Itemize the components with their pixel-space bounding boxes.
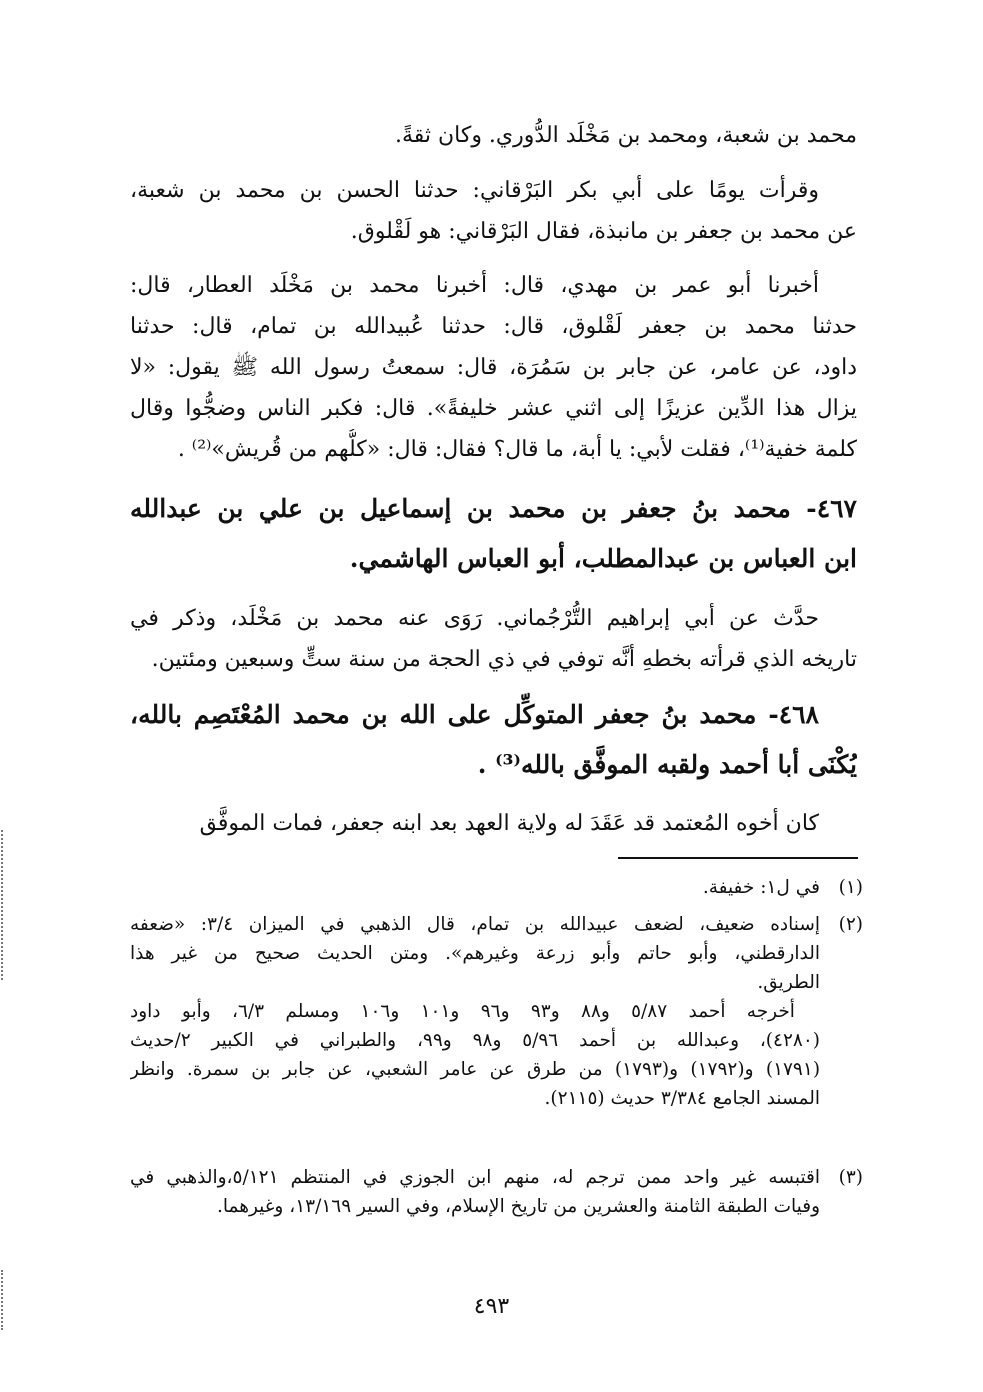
text-line: داود، عن عامر، عن جابر بن سَمُرَة، قال: سمعتُ رسول الله ﷺ يقول: «لا <box>130 355 857 380</box>
text-line: حدثنا محمد بن جعفر لَقْلوق، قال: حدثنا عُبيدالله بن تمام، قال: حدثنا <box>130 314 857 339</box>
text-line: وقرأت يومًا على أبي بكر البَرْقاني: حدثنا الحسن بن محمد بن شعبة، <box>130 178 819 203</box>
footnote-line: (٤٢٨٠)، وعبدالله بن أحمد ٥/٩٦ و٩٨ و٩٩، والطبراني في الكبير ٢/حديث <box>130 1030 820 1051</box>
footnote-1 <box>130 873 820 902</box>
footnote-line: الدارقطني، وأبو حاتم وأبو زرعة وغيرهم». ومتن الحديث صحيح من غير هذا <box>130 943 820 964</box>
text-line: يزال هذا الدِّين عزيزًا إلى اثني عشر خليفةً». قال: فكبر الناس وضجُّوا وقال <box>130 396 857 421</box>
entry-468-text <box>130 803 857 844</box>
entry-467-text <box>130 598 857 680</box>
entry-468-heading <box>130 690 857 790</box>
scan-edge-mark <box>1 1270 5 1330</box>
text-line: محمد بن شعبة، ومحمد بن مَخْلَد الدُّوري. وكان ثقةً. <box>394 123 857 148</box>
text-line: أخبرنا أبو عمر بن مهدي، قال: أخبرنا محمد بن مَخْلَد العطار، قال: <box>130 273 819 298</box>
text-line: تاريخه الذي قرأته بخطهِ أنَّه توفي في ذي الحجة من سنة ستٍّ وسبعين ومئتين. <box>151 647 857 672</box>
footnote-line: اقتبسه غير واحد ممن ترجم له، منهم ابن الجوزي في المنتظم ٥/١٢١،والذهبي في <box>130 1167 820 1188</box>
footnote-line: إسناده ضعيف، لضعف عبيدالله بن تمام، قال الذهبي في الميزان ٣/٤: «ضعفه <box>130 914 820 935</box>
footnote-line: أخرجه أحمد ٥/٨٧ و٨٨ و٩٣ و٩٦ و١٠١ و١٠٦ ومسلم ٦/٣، وأبو داود <box>130 1001 795 1022</box>
footnote-line: (١٧٩١) و(١٧٩٢) و(١٧٩٣) من طرق عن عامر الشعبي، عن جابر بن سمرة. وانظر <box>130 1059 820 1080</box>
entry-467-heading <box>130 484 857 584</box>
footnote-line: المسند الجامع ٣/٣٨٤ حديث (٢١١٥). <box>544 1088 820 1109</box>
footnote-marker-2: (٢) <box>838 914 863 935</box>
footnote-line: وفيات الطبقة الثامنة والعشرين من تاريخ الإسلام، وفي السير ١٣/١٦٩، وغيرهما. <box>217 1196 820 1217</box>
footnote-line: الطريق. <box>757 972 820 993</box>
text-line: عن محمد بن جعفر بن مانبذة، فقال البَرْقاني: هو لَقْلوق. <box>350 219 857 244</box>
paragraph-hadith <box>130 265 857 470</box>
text-line: كلمة خفية⁽¹⁾، فقلت لأبي: يا أبة، ما قال؟ فقال: قال: «كلُّهم من قُريش»⁽²⁾ . <box>177 437 857 462</box>
paragraph-continuation <box>130 115 857 156</box>
text-line: كان أخوه المُعتمد قد عَقَدَ له ولاية العهد بعد ابنه جعفر، فمات الموفَّق <box>199 811 819 836</box>
footnote-divider <box>618 857 858 859</box>
footnote-3 <box>130 1163 820 1221</box>
heading-line: ٤٦٧- محمد بنُ جعفر بن محمد بن إسماعيل بن علي بن عبدالله <box>130 494 857 523</box>
scan-edge-mark <box>1 830 5 980</box>
heading-line: ٤٦٨- محمد بنُ جعفر المتوكِّل على الله بن محمد المُعْتَصِم بالله، <box>130 700 819 729</box>
text-line: حدَّث عن أبي إبراهيم التُّرْجُماني. رَوَى عنه محمد بن مَخْلَد، وذكر في <box>130 606 819 631</box>
footnote-marker-3: (٣) <box>838 1167 863 1188</box>
paragraph-barqani <box>130 170 857 252</box>
page-number: ٤٩٣ <box>473 1294 510 1319</box>
heading-line: يُكْنَى أبا أحمد ولقبه الموفَّق بالله⁽³⁾ . <box>477 750 857 779</box>
footnote-line: في ل١: خفيفة. <box>702 877 820 898</box>
footnote-2 <box>130 910 820 1113</box>
heading-line: ابن العباس بن عبدالمطلب، أبو العباس الهاشمي. <box>349 544 857 573</box>
footnote-marker-1: (١) <box>838 877 863 898</box>
